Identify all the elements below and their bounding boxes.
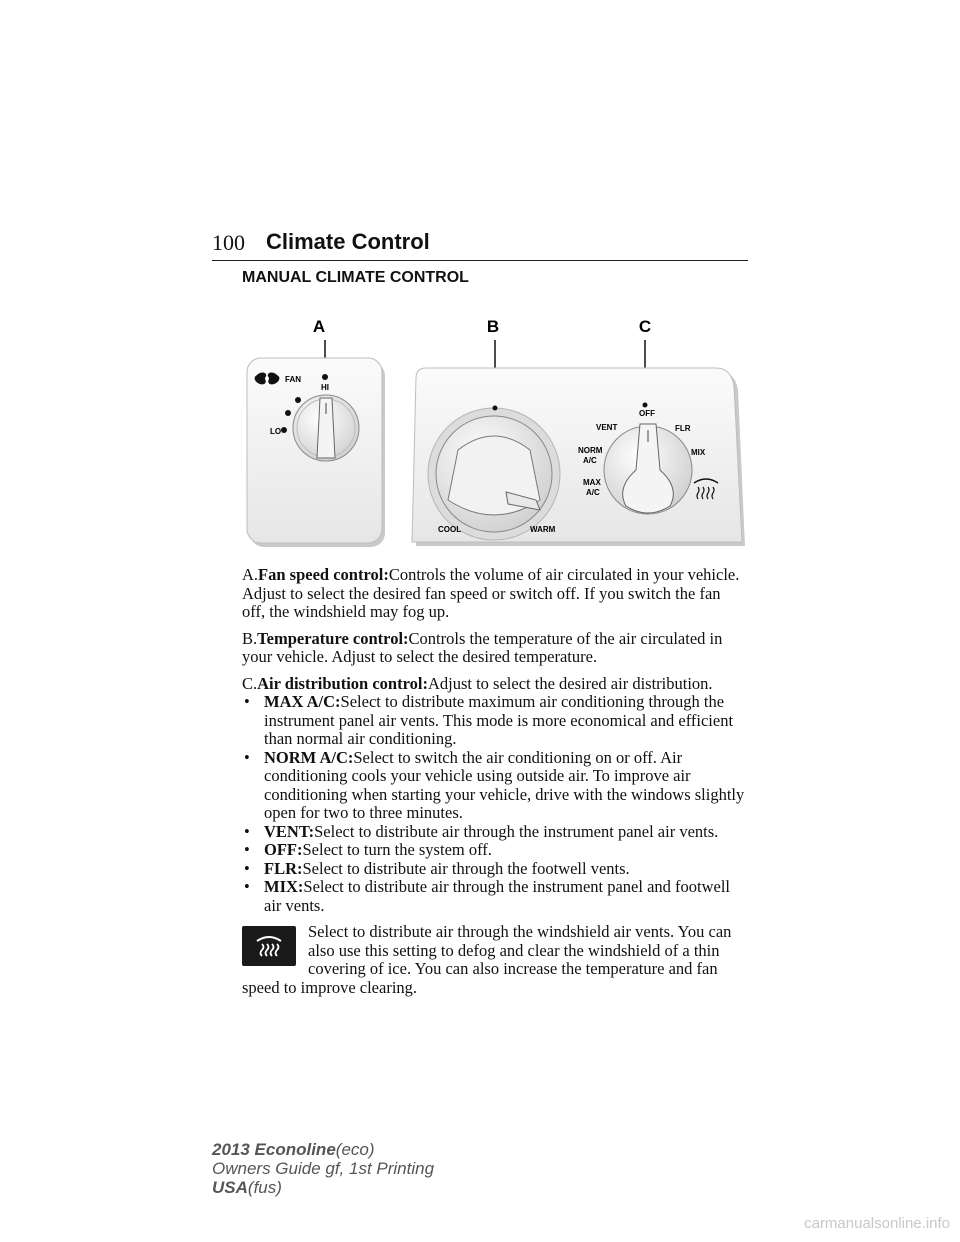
climate-control-figure <box>240 310 750 560</box>
item-b-prefix: B. <box>242 628 258 648</box>
footer-market-code: (fus) <box>247 1178 282 1197</box>
item-c-prefix: C. <box>242 673 258 693</box>
main-control-panel <box>412 368 745 546</box>
page-number: 100 <box>212 230 245 255</box>
fan-label: FAN <box>285 375 301 384</box>
fan-lo-label: LO <box>270 427 282 436</box>
mode-off-label: OFF <box>639 409 655 418</box>
item-b <box>242 630 747 667</box>
item-b-text: Controls the temperature of the air circulated in your vehicle. Adjust to select the desired temperature. <box>242 628 723 666</box>
bullet-symbol: • <box>244 692 250 711</box>
bullet-term: VENT: <box>264 821 315 841</box>
bullet-text: Select to turn the system off. <box>302 840 492 859</box>
list-item <box>242 841 747 860</box>
bullet-symbol: • <box>244 840 250 859</box>
bullet-text: Select to distribute maximum air conditioning through the instrument panel air vents. This mode is more economical and efficient than normal air conditioning. <box>264 692 734 748</box>
bullet-term: FLR: <box>264 858 303 878</box>
defrost-icon-box <box>242 926 296 966</box>
bullet-term: MAX A/C: <box>264 692 341 711</box>
mode-vent-label: VENT <box>596 423 618 432</box>
temp-warm-label: WARM <box>530 525 556 534</box>
mode-flr-label: FLR <box>675 424 691 433</box>
callout-b: B <box>486 317 500 336</box>
footer-line-1 <box>212 1140 434 1159</box>
page-header <box>212 228 748 261</box>
bullet-term: MIX: <box>264 877 304 896</box>
list-item <box>242 878 747 915</box>
footer-line-2: Owners Guide gf, 1st Printing <box>212 1159 435 1178</box>
item-a-prefix: A. <box>242 565 259 584</box>
callout-a: A <box>312 317 326 336</box>
item-c-term: Air distribution control: <box>257 673 428 693</box>
item-a <box>242 566 747 622</box>
fan-hi-label: HI <box>321 383 329 392</box>
bullet-text: Select to distribute air through the instrument panel air vents. <box>314 821 719 841</box>
item-a-term: Fan speed control: <box>258 565 389 584</box>
bullet-term: OFF: <box>264 840 303 859</box>
item-c-text: Adjust to select the desired air distribution. <box>427 673 713 693</box>
defrost-text: Select to distribute air through the windshield air vents. You can also use this setting to defog and clear the windshield of a thin covering of ice. You can also increase the temperature and fan speed to improve clearing. <box>242 922 732 997</box>
item-c <box>242 675 747 694</box>
footer-model: 2013 Econoline <box>212 1140 336 1159</box>
mode-norm-label-1: NORM <box>578 446 603 455</box>
callout-c: C <box>638 317 652 336</box>
body-text <box>242 566 747 997</box>
fan-panel <box>247 358 385 547</box>
fan-speed-knob[interactable] <box>293 395 359 461</box>
bullet-text: Select to switch the air conditioning on or off. Air conditioning cools your vehicle using outside air. To improve air conditioning when starting your vehicle, drive with the windows slightly open for two to three minutes. <box>264 747 745 822</box>
mode-max-label-1: MAX <box>583 478 601 487</box>
item-b-term: Temperature control: <box>257 628 409 648</box>
chapter-title: Climate Control <box>266 229 430 254</box>
section-title: MANUAL CLIMATE CONTROL <box>242 269 469 286</box>
temp-cool-label: COOL <box>438 525 462 534</box>
bullet-text: Select to distribute air through the footwell vents. <box>302 858 630 878</box>
watermark: carmanualsonline.info <box>804 1215 950 1232</box>
list-item <box>242 823 747 842</box>
distribution-modes-list <box>242 693 747 915</box>
mode-mix-label: MIX <box>691 448 706 457</box>
footer-line-3 <box>212 1178 434 1197</box>
bullet-symbol: • <box>244 821 250 841</box>
list-item <box>242 693 747 749</box>
list-item <box>242 860 747 879</box>
bullet-symbol: • <box>244 858 250 878</box>
footer-market: USA <box>212 1178 248 1197</box>
mode-max-label-2: A/C <box>586 488 600 497</box>
list-item <box>242 749 747 823</box>
defrost-description <box>242 923 747 997</box>
item-a-text: Controls the volume of air circulated in your vehicle. Adjust to select the desired fan speed or switch off. If you switch the fan off, the windshield may fog up. <box>242 565 740 621</box>
page-footer <box>212 1140 434 1197</box>
bullet-text: Select to distribute air through the instrument panel and footwell air vents. <box>264 877 731 915</box>
footer-model-code: (eco) <box>335 1140 375 1159</box>
mode-norm-label-2: A/C <box>583 456 597 465</box>
bullet-symbol: • <box>244 747 250 767</box>
bullet-term: NORM A/C: <box>264 747 354 767</box>
bullet-symbol: • <box>244 877 250 896</box>
defrost-icon <box>254 933 284 959</box>
